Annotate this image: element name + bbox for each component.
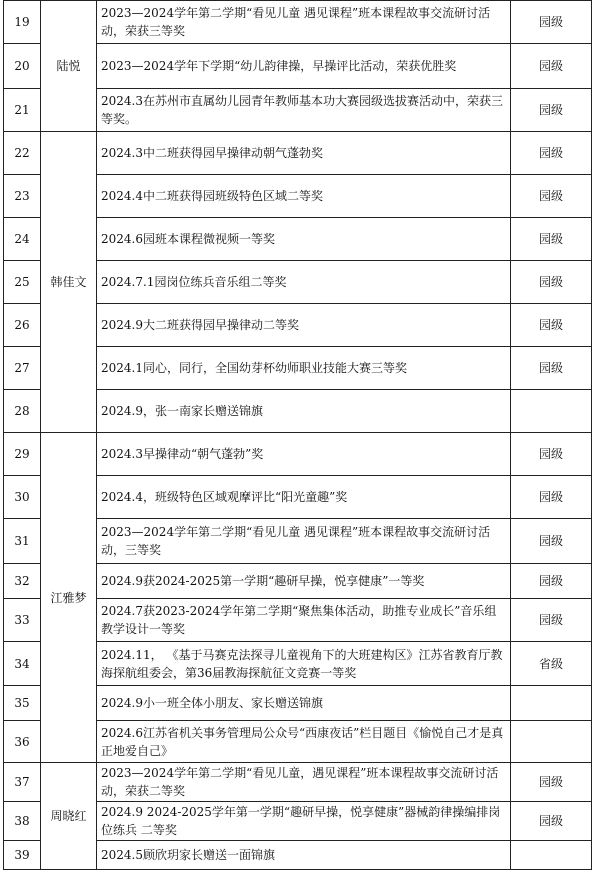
award-level: 园级 [511,763,592,802]
row-number: 27 [4,347,41,390]
table-row [4,433,592,476]
award-description: 2024.1同心，同行，全国幼芽杯幼师职业技能大赛三等奖 [97,347,511,390]
award-description: 2024.3早操律动“朝气蓬勃”奖 [97,433,511,476]
award-description: 2023—2024学年下学期“幼儿韵律操，早操评比活动，荣获优胜奖 [97,44,511,89]
award-level: 园级 [511,261,592,304]
awards-table [3,0,592,870]
row-number: 33 [4,599,41,642]
award-level [511,686,592,721]
award-level: 园级 [511,476,592,519]
row-number: 26 [4,304,41,347]
table-row [4,132,592,175]
table-row [4,763,592,802]
row-number: 36 [4,721,41,763]
teacher-name-luyue: 陆悦 [41,1,97,132]
award-description: 2024.6江苏省机关事务管理局公众号“西康夜话”栏目题目《愉悦自己才是真正地爱自己》 [97,721,511,763]
award-level: 园级 [511,218,592,261]
award-level: 园级 [511,564,592,599]
award-level: 园级 [511,599,592,642]
awards-table-wrapper [3,0,591,871]
row-number: 19 [4,1,41,44]
award-level [511,390,592,433]
award-level [511,841,592,870]
teacher-name-hanjiawen: 韩佳文 [41,132,97,433]
award-description: 2024.3在苏州市直属幼儿园青年教师基本功大赛园级选拔赛活动中，荣获三等奖。 [97,89,511,132]
award-level: 园级 [511,802,592,841]
row-number: 20 [4,44,41,89]
award-level: 园级 [511,132,592,175]
award-description: 2024.5顾欣玥家长赠送一面锦旗 [97,841,511,870]
award-level: 园级 [511,1,592,44]
award-description: 2024.9，张一南家长赠送锦旗 [97,390,511,433]
row-number: 34 [4,642,41,686]
row-number: 37 [4,763,41,802]
row-number: 39 [4,841,41,870]
row-number: 29 [4,433,41,476]
award-description: 2024.4中二班获得园班级特色区域二等奖 [97,175,511,218]
row-number: 28 [4,390,41,433]
row-number: 23 [4,175,41,218]
row-number: 35 [4,686,41,721]
award-description: 2024.7.1园岗位练兵音乐组二等奖 [97,261,511,304]
award-level: 园级 [511,304,592,347]
row-number: 25 [4,261,41,304]
award-description: 2024.9小一班全体小朋友、家长赠送锦旗 [97,686,511,721]
award-description: 2024.6园班本课程微视频一等奖 [97,218,511,261]
award-description: 2024.7获2023-2024学年第二学期“聚焦集体活动，助推专业成长”音乐组教学设计一等奖 [97,599,511,642]
row-number: 30 [4,476,41,519]
teacher-name-zhouxiaohong: 周晓红 [41,763,97,870]
table-row [4,1,592,44]
award-description: 2024.11， 《基于马赛克法探寻儿童视角下的大班建构区》江苏省教育厅教海探航组委会，第36届教海探航征文竞赛一等奖 [97,642,511,686]
award-level [511,721,592,763]
award-level: 园级 [511,519,592,564]
award-description: 2023—2024学年第二学期“看见儿童 遇见课程”班本课程故事交流研讨活动，荣获三等奖 [97,1,511,44]
award-level: 园级 [511,89,592,132]
row-number: 24 [4,218,41,261]
award-description: 2024.3中二班获得园早操律动朝气蓬勃奖 [97,132,511,175]
award-level: 园级 [511,347,592,390]
award-description: 2024.4，班级特色区域观摩评比“阳光童趣”奖 [97,476,511,519]
row-number: 21 [4,89,41,132]
award-level: 园级 [511,44,592,89]
award-description: 2023—2024学年第二学期“看见儿童 遇见课程”班本课程故事交流研讨活动，三等奖 [97,519,511,564]
row-number: 22 [4,132,41,175]
award-description: 2023—2024学年第二学期“看见儿童，遇见课程”班本课程故事交流研讨活动，荣获二等奖 [97,763,511,802]
award-level: 园级 [511,175,592,218]
award-description: 2024.9 2024-2025学年第一学期“趣研早操，悦享健康”器械韵律操编排岗位练兵 二等奖 [97,802,511,841]
row-number: 38 [4,802,41,841]
row-number: 32 [4,564,41,599]
award-level: 省级 [511,642,592,686]
teacher-name-jiangyameng: 江雅梦 [41,433,97,763]
row-number: 31 [4,519,41,564]
award-description: 2024.9获2024-2025第一学期“趣研早操，悦享健康”一等奖 [97,564,511,599]
award-description: 2024.9大二班获得园早操律动二等奖 [97,304,511,347]
award-level: 园级 [511,433,592,476]
